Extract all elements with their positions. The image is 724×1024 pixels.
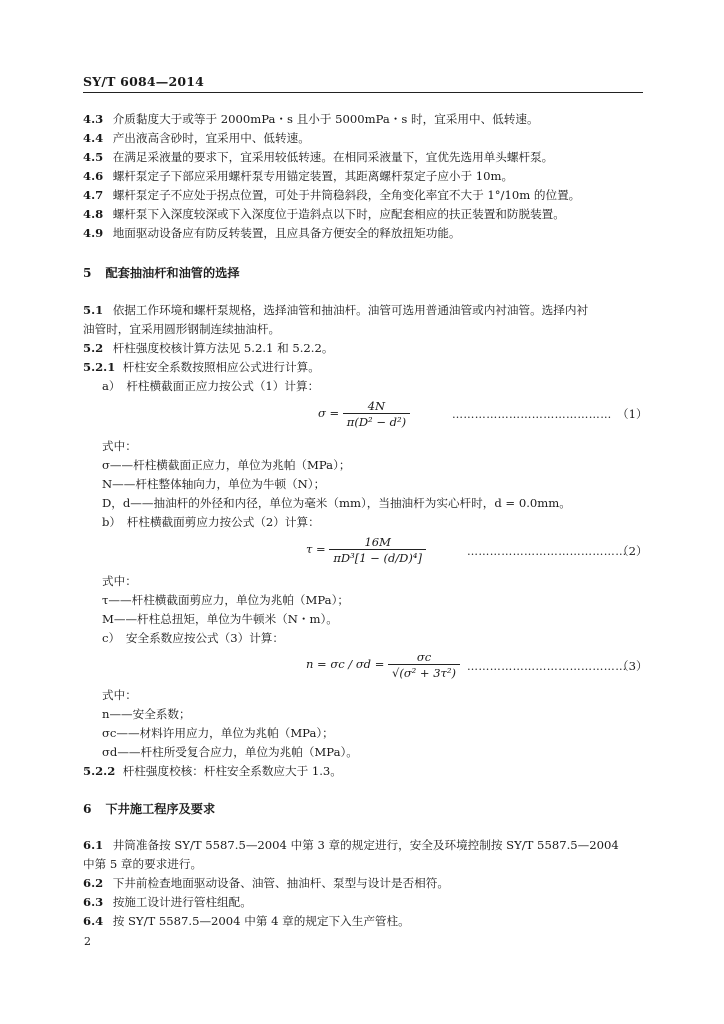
variable-n-force: N——杆柱整体轴向力，单位为牛顿（N）； (102, 477, 326, 491)
clause-6-4 (83, 914, 410, 928)
section-5-heading (83, 264, 240, 281)
clause-6-2 (83, 876, 449, 890)
formula-1-fraction (343, 399, 410, 429)
clause-number: 5.2.2 (83, 764, 116, 778)
clause-number: 4.9 (83, 226, 104, 240)
clause-4-3 (83, 112, 539, 126)
clause-number: 4.3 (83, 112, 104, 126)
clause-5-2-2 (83, 764, 342, 778)
formula-3 (306, 650, 460, 680)
clause-6-1-line1 (83, 838, 619, 852)
section-number: 5 (83, 266, 92, 280)
clause-number: 5.2.1 (83, 360, 116, 374)
clause-5-2 (83, 341, 333, 355)
page-number: 2 (84, 935, 91, 948)
clause-number: 4.4 (83, 131, 104, 145)
formula-3-numerator: σc (416, 650, 432, 664)
clause-text: 杆柱安全系数按照相应公式进行计算。 (122, 360, 320, 374)
clause-text: 地面驱动设备应有防反转装置，且应具备方便安全的释放扭矩功能。 (112, 226, 461, 240)
clause-text: 介质黏度大于或等于 2000mPa・s 且小于 5000mPa・s 时，宜采用中、低转速。 (112, 112, 539, 126)
clause-text: 产出液高含砂时，宜采用中、低转速。 (112, 131, 310, 145)
clause-number: 4.6 (83, 169, 104, 183)
formula-2-numerator: 16M (364, 535, 391, 549)
document-code: SY/T 6084—2014 (83, 74, 205, 89)
clause-4-5 (83, 150, 553, 164)
clause-number: 5.2 (83, 341, 104, 355)
variable-sigma: σ——杆柱横截面正应力，单位为兆帕（MPa）； (102, 458, 351, 472)
variable-safety-factor: n——安全系数； (102, 707, 191, 721)
clause-4-6 (83, 169, 513, 183)
clause-text: 螺杆泵定子不应处于拐点位置，可处于井筒稳斜段，全角变化率宜不大于 1°/10m 的位置。 (112, 188, 581, 202)
clause-number: 4.5 (83, 150, 104, 164)
variable-tau: τ——杆柱横截面剪应力，单位为兆帕（MPa）； (102, 593, 349, 607)
clause-number: 6.3 (83, 895, 104, 909)
formula-1-lhs: σ = (318, 406, 343, 420)
clause-number: 6.4 (83, 914, 104, 928)
clause-number: 4.8 (83, 207, 104, 221)
item-a: a） 杆柱横截面正应力按公式（1）计算： (102, 379, 320, 393)
variable-allowable-stress: σc——材料许用应力，单位为兆帕（MPa）； (102, 726, 334, 740)
variable-m-torque: M——杆柱总扭矩，单位为牛顿米（N・m）。 (102, 612, 338, 626)
clause-4-8 (83, 207, 565, 221)
item-c: c） 安全系数应按公式（3）计算： (102, 631, 284, 645)
formula-2 (306, 535, 426, 565)
clause-text: 井筒准备按 SY/T 5587.5—2004 中第 3 章的规定进行，安全及环境控制按 SY/T 5587.5—2004 (112, 838, 619, 852)
section-6-heading (83, 800, 215, 817)
clause-text: 杆柱强度校核：杆柱安全系数应大于 1.3。 (122, 764, 342, 778)
clause-4-4 (83, 131, 310, 145)
clause-5-2-1 (83, 360, 320, 374)
clause-text: 螺杆泵下入深度较深或下入深度位于造斜点以下时，应配套相应的扶正装置和防脱装置。 (112, 207, 565, 221)
dot-leader: …………………………………… (467, 545, 627, 558)
formula-1-number: （1） (617, 407, 648, 421)
clause-4-7 (83, 188, 580, 202)
header-rule (83, 92, 643, 93)
formula-1-numerator: 4N (367, 399, 386, 413)
formula-3-fraction (388, 650, 460, 680)
dot-leader: …………………………………… (452, 408, 612, 421)
clause-number: 6.2 (83, 876, 104, 890)
clause-6-1-line2: 中第 5 章的要求进行。 (83, 857, 203, 871)
clause-number: 5.1 (83, 303, 104, 317)
clause-number: 6.1 (83, 838, 104, 852)
section-number: 6 (83, 802, 92, 816)
where-label: 式中： (102, 439, 137, 453)
formula-1-denominator: π(D² − d²) (343, 413, 410, 429)
formula-1 (318, 399, 410, 429)
formula-2-number: （2） (617, 544, 648, 558)
clause-4-9 (83, 226, 461, 240)
clause-text: 下井前检查地面驱动设备、油管、抽油杆、泵型与设计是否相符。 (112, 876, 449, 890)
clause-text: 按 SY/T 5587.5—2004 中第 4 章的规定下入生产管柱。 (112, 914, 410, 928)
section-title: 配套抽油杆和油管的选择 (105, 266, 240, 280)
clause-text: 螺杆泵定子下部应采用螺杆泵专用锚定装置，其距离螺杆泵定子应小于 10m。 (112, 169, 514, 183)
section-title: 下井施工程序及要求 (105, 802, 216, 816)
formula-3-denominator: √(σ² + 3τ²) (388, 664, 460, 680)
clause-5-1-line2: 油管时，宜采用圆形钢制连续抽油杆。 (83, 322, 281, 336)
clause-5-1-line1 (83, 303, 588, 317)
formula-2-lhs: τ = (306, 542, 330, 556)
clause-6-3 (83, 895, 252, 909)
clause-text: 在满足采液量的要求下，宜采用较低转速。在相同采液量下，宜优先选用单头螺杆泵。 (112, 150, 554, 164)
item-b: b） 杆柱横截面剪应力按公式（2）计算： (102, 515, 320, 529)
where-label: 式中： (102, 688, 137, 702)
formula-2-denominator: πD³[1 − (d/D)⁴] (329, 549, 426, 565)
clause-text: 杆柱强度校核计算方法见 5.2.1 和 5.2.2。 (112, 341, 334, 355)
formula-2-fraction (329, 535, 426, 565)
variable-diameters: D，d——抽油杆的外径和内径，单位为毫米（mm），当抽油杆为实心杆时，d = 0.0mm。 (102, 496, 571, 510)
variable-combined-stress: σd——杆柱所受复合应力，单位为兆帕（MPa）。 (102, 745, 358, 759)
clause-text: 按施工设计进行管柱组配。 (112, 895, 252, 909)
dot-leader: …………………………………… (467, 660, 627, 673)
formula-3-lhs: n = σc / σd = (306, 657, 388, 671)
formula-3-number: （3） (617, 659, 648, 673)
where-label: 式中： (102, 574, 137, 588)
clause-text: 依据工作环境和螺杆泵规格，选择油管和抽油杆。油管可选用普通油管或内衬油管。选择内衬 (112, 303, 589, 317)
clause-number: 4.7 (83, 188, 104, 202)
